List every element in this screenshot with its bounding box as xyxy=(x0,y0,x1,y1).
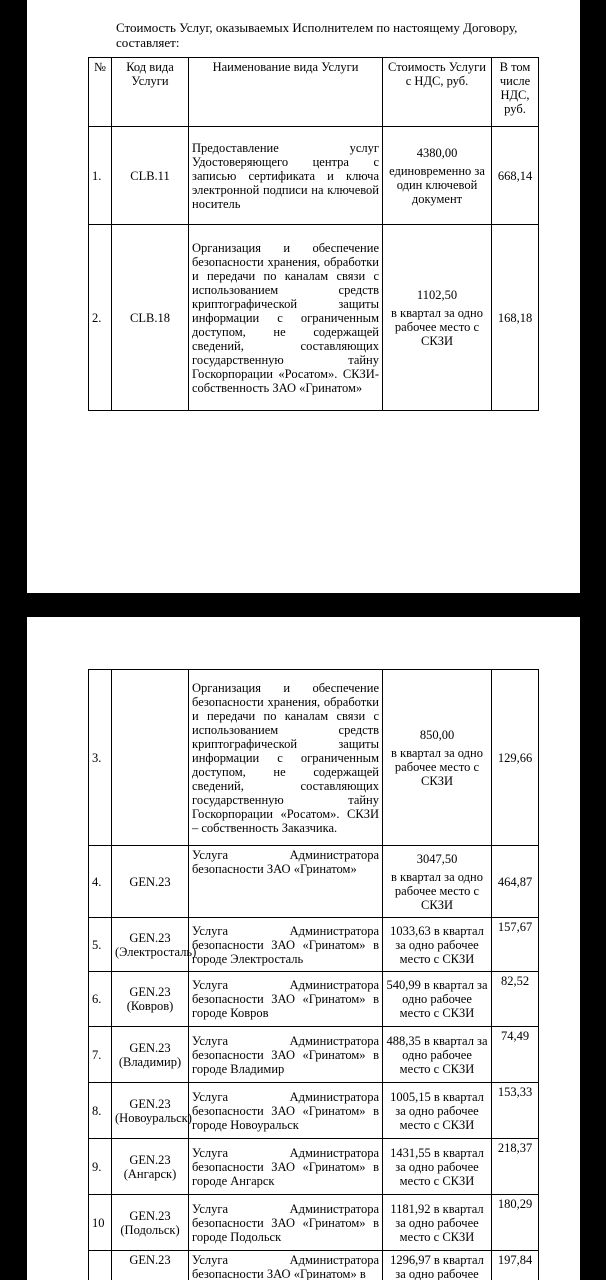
table-row xyxy=(89,972,539,1027)
row-number: 3. xyxy=(89,670,112,846)
service-cost: 1181,92 в квартал за одно рабочее место с СКЗИ xyxy=(383,1195,492,1251)
vat-amount: 168,18 xyxy=(492,225,539,411)
service-name: Организация и обеспечение безопасности хранения, обработки и передачи по каналам связи с использованием средств криптографической защиты информации с ограниченным доступом, не содержащей сведений, составляющих государственную тайну Госкорпорации «Росатом». СКЗИ – собственность Заказчика. xyxy=(189,670,383,846)
table-row xyxy=(89,846,539,918)
table-row xyxy=(89,127,539,225)
vat-amount: 668,14 xyxy=(492,127,539,225)
service-name: Услуга Администратора безопасности ЗАО «Гринатом» xyxy=(189,846,383,918)
row-number xyxy=(89,1251,112,1280)
vat-amount: 180,29 xyxy=(492,1195,539,1251)
service-cost: 488,35 в квартал за одно рабочее место с СКЗИ xyxy=(383,1027,492,1083)
service-name: Услуга Администратора безопасности ЗАО «Гринатом» в городе Владимир xyxy=(189,1027,383,1083)
service-name: Услуга Администратора безопасности ЗАО «Гринатом» в городе Подольск xyxy=(189,1195,383,1251)
service-name: Услуга Администратора безопасности ЗАО «Гринатом» в xyxy=(189,1251,383,1280)
service-name: Услуга Администратора безопасности ЗАО «Гринатом» в городе Новоуральск xyxy=(189,1083,383,1139)
table-row xyxy=(89,1251,539,1280)
service-name: Предоставление услуг Удостоверяющего центра с записью сертификата и ключа электронной подписи на ключевой носитель xyxy=(189,127,383,225)
service-cost xyxy=(383,127,492,225)
service-cost: 1296,97 в квартал за одно рабочее xyxy=(383,1251,492,1280)
service-code: GEN.23 (Ковров) xyxy=(112,972,189,1027)
vat-amount: 157,67 xyxy=(492,918,539,972)
service-code: GEN.23 (Электросталь) xyxy=(112,918,189,972)
service-name: Услуга Администратора безопасности ЗАО «Гринатом» в городе Ангарск xyxy=(189,1139,383,1195)
service-cost: 1005,15 в квартал за одно рабочее место с СКЗИ xyxy=(383,1083,492,1139)
cost-note: единовременно за один ключевой документ xyxy=(389,163,485,206)
cost-note: в квартал за одно рабочее место с СКЗИ xyxy=(391,869,483,912)
vat-amount: 218,37 xyxy=(492,1139,539,1195)
service-code: CLB.18 xyxy=(112,225,189,411)
service-code xyxy=(112,670,189,846)
table-row xyxy=(89,670,539,846)
document-page-1 xyxy=(27,0,580,593)
table-row xyxy=(89,225,539,411)
service-cost xyxy=(383,846,492,918)
table-row xyxy=(89,918,539,972)
row-number: 8. xyxy=(89,1083,112,1139)
vat-amount: 82,52 xyxy=(492,972,539,1027)
service-cost: 540,99 в квартал за одно рабочее место с СКЗИ xyxy=(383,972,492,1027)
row-number: 4. xyxy=(89,846,112,918)
vat-amount: 464,87 xyxy=(492,846,539,918)
header-code: Код вида Услуги xyxy=(112,58,189,127)
service-name: Услуга Администратора безопасности ЗАО «Гринатом» в городе Ковров xyxy=(189,972,383,1027)
row-number: 6. xyxy=(89,972,112,1027)
vat-amount: 74,49 xyxy=(492,1027,539,1083)
service-name: Организация и обеспечение безопасности хранения, обработки и передачи по каналам связи с использованием средств криптографической защиты информации с ограниченным доступом, не содержащей сведений, составляющих государственную тайну Госкорпорации «Росатом». СКЗИ- собственность ЗАО «Гринатом» xyxy=(189,225,383,411)
service-code: GEN.23 (Подольск) xyxy=(112,1195,189,1251)
cost-amount: 3047,50 xyxy=(416,851,458,866)
service-code: GEN.23 xyxy=(112,846,189,918)
service-code: GEN.23 (Ангарск) xyxy=(112,1139,189,1195)
services-table-continued xyxy=(88,669,539,1280)
cost-note: в квартал за одно рабочее место с СКЗИ xyxy=(391,305,483,348)
table-row xyxy=(89,1027,539,1083)
table-row xyxy=(89,1139,539,1195)
row-number: 7. xyxy=(89,1027,112,1083)
service-name: Услуга Администратора безопасности ЗАО «Гринатом» в городе Электросталь xyxy=(189,918,383,972)
table-row xyxy=(89,1195,539,1251)
header-number: № xyxy=(89,58,112,127)
header-cost: Стоимость Услуги с НДС, руб. xyxy=(383,58,492,127)
service-cost: 1431,55 в квартал за одно рабочее место с СКЗИ xyxy=(383,1139,492,1195)
row-number: 9. xyxy=(89,1139,112,1195)
row-number: 1. xyxy=(89,127,112,225)
row-number: 10 xyxy=(89,1195,112,1251)
header-name: Наименование вида Услуги xyxy=(189,58,383,127)
services-table xyxy=(88,57,539,411)
document-page-2 xyxy=(27,617,580,1280)
cost-note: в квартал за одно рабочее место с СКЗИ xyxy=(391,745,483,788)
service-cost xyxy=(383,225,492,411)
table-header-row xyxy=(89,58,539,127)
table-row xyxy=(89,1083,539,1139)
row-number: 2. xyxy=(89,225,112,411)
vat-amount: 197,84 xyxy=(492,1251,539,1280)
vat-amount: 153,33 xyxy=(492,1083,539,1139)
service-cost xyxy=(383,670,492,846)
header-vat: В том числе НДС, руб. xyxy=(492,58,539,127)
cost-amount: 850,00 xyxy=(419,727,455,742)
service-code: GEN.23 (Владимир) xyxy=(112,1027,189,1083)
cost-amount: 1102,50 xyxy=(416,287,458,302)
intro-text: Стоимость Услуг, оказываемых Исполнителем по настоящему Договору, составляет: xyxy=(116,20,518,50)
vat-amount: 129,66 xyxy=(492,670,539,846)
service-cost: 1033,63 в квартал за одно рабочее место с СКЗИ xyxy=(383,918,492,972)
row-number: 5. xyxy=(89,918,112,972)
cost-amount: 4380,00 xyxy=(416,145,458,160)
service-code: CLB.11 xyxy=(112,127,189,225)
service-code: GEN.23 (Новоуральск) xyxy=(112,1083,189,1139)
service-code: GEN.23 xyxy=(112,1251,189,1280)
